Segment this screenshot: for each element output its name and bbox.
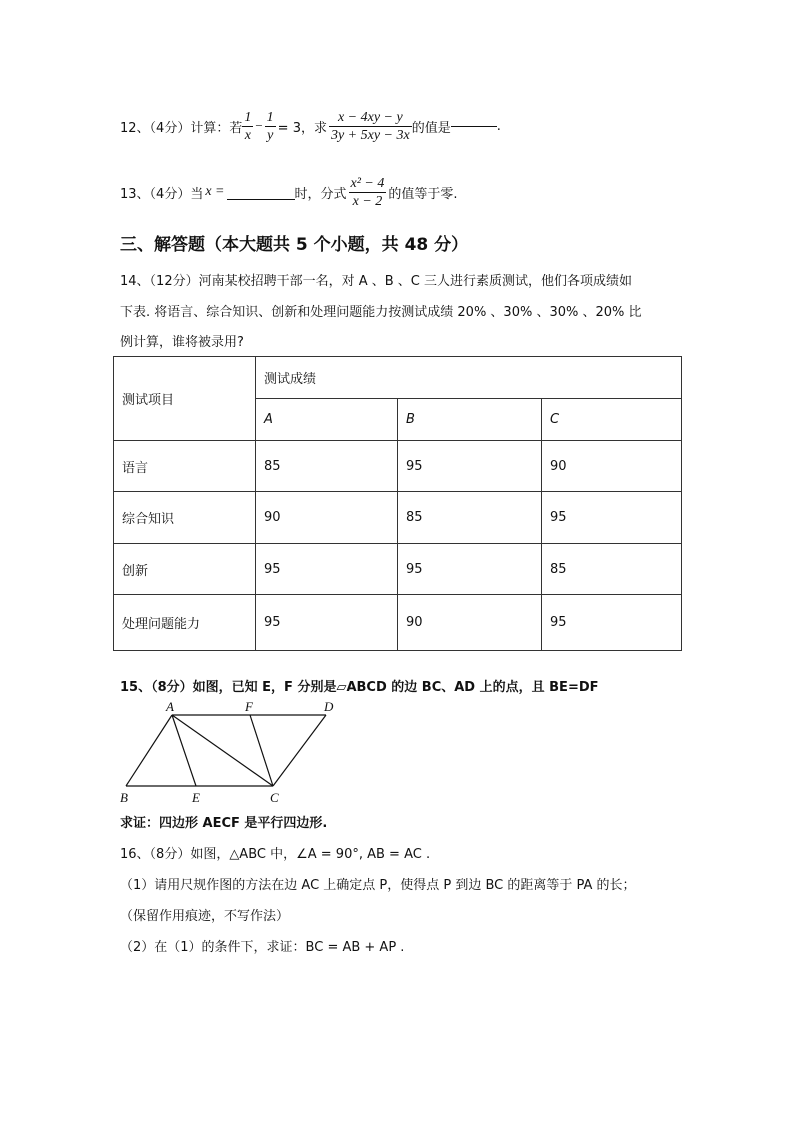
q12-end: . <box>496 118 501 134</box>
row-item-cell: 处理问题能力 <box>114 595 256 651</box>
table-row <box>114 544 682 595</box>
row-item-cell: 语言 <box>114 441 256 492</box>
score-cell: 85 <box>398 492 542 544</box>
q15-stem: 15、（8分）如图，已知 E，F 分别是▱ABCD 的边 BC、AD 上的点，且 BE=DF <box>120 680 599 695</box>
q16-part-1: （1）请用尺规作图的方法在边 AC 上确定点 P，使得点 P 到边 BC 的距离等于 PA 的长； <box>120 878 636 893</box>
table-row <box>114 492 682 544</box>
score-cell: 95 <box>398 544 542 595</box>
section-3-title: 三、解答题（本大题共 5 个小题，共 48 分） <box>120 235 469 255</box>
q12-f3-den: 3y + 5xy − 3x <box>330 127 410 143</box>
q16-part-2: （2）在（1）的条件下，求证：BC = AB + AP . <box>120 940 405 955</box>
q12-minus: − <box>255 118 263 133</box>
header-item-cell: 测试项目 <box>114 357 256 441</box>
label-d: D <box>324 699 334 714</box>
q12-f2-den: y <box>267 127 274 143</box>
score-cell: 85 <box>256 441 398 492</box>
score-cell: 90 <box>256 492 398 544</box>
parallelogram-figure <box>110 698 350 808</box>
table-header-row <box>114 357 682 399</box>
q13-f-num: x² − 4 <box>350 175 385 191</box>
score-cell: 85 <box>542 544 682 595</box>
q12-f1-num: 1 <box>244 109 252 125</box>
row-item-cell: 创新 <box>114 544 256 595</box>
table-row <box>114 595 682 651</box>
candidate-c-cell: C <box>542 399 682 441</box>
q13-suffix: 的值等于零. <box>388 186 458 202</box>
q14-line-2: 下表. 将语言、综合知识、创新和处理问题能力按测试成绩 20% 、30% 、30% 、20% 比 <box>120 305 642 320</box>
q13-var: x = <box>205 184 225 199</box>
header-scores-cell: 测试成绩 <box>256 357 682 399</box>
q12-fraction-1 <box>242 109 253 144</box>
q15-prove: 求证：四边形 AECF 是平行四边形. <box>120 816 328 831</box>
score-cell: 95 <box>256 595 398 651</box>
q12-fraction-2 <box>265 109 276 144</box>
score-table <box>113 356 682 651</box>
segment-fc <box>250 715 273 786</box>
candidate-b-cell: B <box>398 399 542 441</box>
score-cell: 95 <box>542 492 682 544</box>
q12-suffix: 的值是 <box>411 120 451 136</box>
q13-fraction <box>349 175 387 210</box>
row-item-cell: 综合知识 <box>114 492 256 544</box>
q13-f-den: x − 2 <box>352 193 383 209</box>
q14-line-1: 14、（12分）河南某校招聘干部一名，对 A 、B 、C 三人进行素质测试，他们各项成绩如 <box>120 274 633 289</box>
segment-dc <box>273 715 326 786</box>
q12-f2-num: 1 <box>266 109 274 125</box>
label-b: B <box>120 790 128 805</box>
label-e: E <box>192 790 200 805</box>
question-12 <box>120 104 501 148</box>
q13-mid: 时，分式 <box>294 186 347 202</box>
label-c: C <box>270 790 279 805</box>
q16-stem: 16、（8分）如图，△ABC 中，∠A = 90°, AB = AC . <box>120 847 431 862</box>
q16-part-1-note: （保留作用痕迹，不写作法） <box>120 909 290 924</box>
q12-fraction-3 <box>329 109 412 144</box>
q14-line-3: 例计算，谁将被录用? <box>120 335 244 350</box>
q12-answer-blank[interactable] <box>451 126 497 127</box>
segment-ae <box>172 715 196 786</box>
segment-ab <box>126 715 172 786</box>
q13-prefix: 13、（4分）当 <box>120 186 204 202</box>
q12-f1-den: x <box>244 127 251 143</box>
candidate-a-cell: A <box>256 399 398 441</box>
label-f: F <box>245 699 253 714</box>
q13-answer-blank[interactable] <box>227 185 295 200</box>
score-cell: 90 <box>542 441 682 492</box>
segment-ac <box>172 715 273 786</box>
q12-equals: = 3，求 <box>277 120 327 136</box>
score-cell: 95 <box>398 441 542 492</box>
q12-f3-num: x − 4xy − y <box>329 109 412 127</box>
q12-prefix: 12、（4分）计算：若 <box>120 120 243 136</box>
label-a: A <box>166 699 174 714</box>
table-row <box>114 441 682 492</box>
score-cell: 90 <box>398 595 542 651</box>
score-cell: 95 <box>542 595 682 651</box>
score-cell: 95 <box>256 544 398 595</box>
question-13 <box>120 170 458 214</box>
